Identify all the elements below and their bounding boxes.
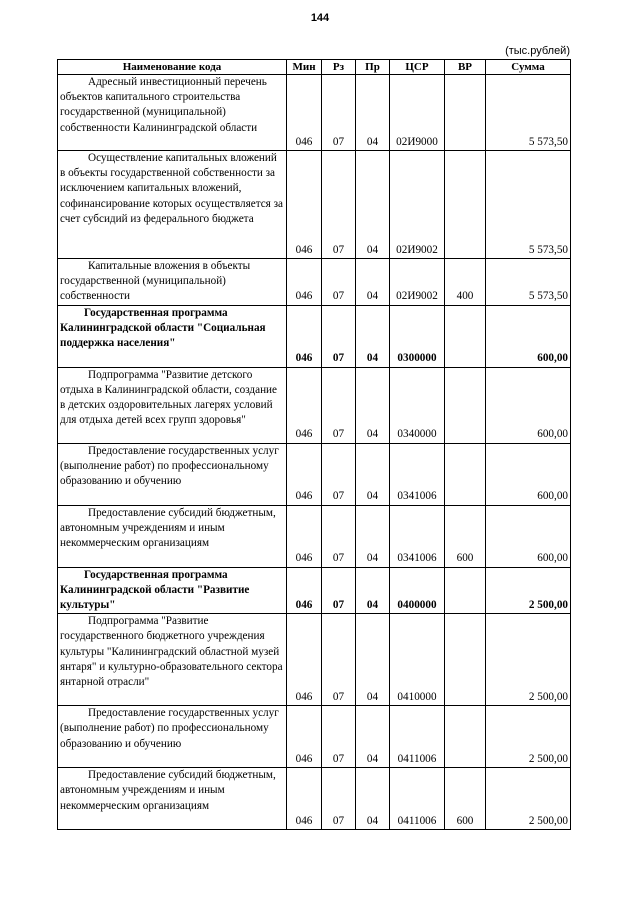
- cell-sum: 5 573,50: [486, 151, 571, 259]
- cell-pr: 04: [356, 567, 390, 614]
- cell-vr: [445, 567, 486, 614]
- cell-min: 046: [287, 706, 322, 768]
- cell-sum: 2 500,00: [486, 706, 571, 768]
- column-header-sum: Сумма: [486, 60, 571, 75]
- cell-min: 046: [287, 75, 322, 151]
- cell-rz: 07: [322, 75, 356, 151]
- cell-rz: 07: [322, 567, 356, 614]
- cell-name: Капитальные вложения в объекты государственной (муниципальной) собственности: [58, 259, 287, 306]
- cell-vr: [445, 706, 486, 768]
- column-header-name: Наименование кода: [58, 60, 287, 75]
- cell-name: Предоставление государственных услуг (выполнение работ) по профессиональному образованию и обучению: [58, 706, 287, 768]
- cell-sum: 2 500,00: [486, 567, 571, 614]
- cell-sum: 5 573,50: [486, 259, 571, 306]
- table-row: [58, 567, 571, 614]
- table-row: [58, 259, 571, 306]
- column-header-pr: Пр: [356, 60, 390, 75]
- cell-sum: 600,00: [486, 505, 571, 567]
- cell-rz: 07: [322, 305, 356, 367]
- cell-vr: 600: [445, 768, 486, 830]
- cell-csr: 0300000: [390, 305, 445, 367]
- cell-pr: 04: [356, 768, 390, 830]
- table-row: [58, 367, 571, 443]
- table-row: [58, 706, 571, 768]
- table-row: [58, 614, 571, 706]
- cell-rz: 07: [322, 768, 356, 830]
- cell-min: 046: [287, 768, 322, 830]
- cell-sum: 2 500,00: [486, 768, 571, 830]
- table-row: [58, 75, 571, 151]
- cell-min: 046: [287, 151, 322, 259]
- table-row: [58, 505, 571, 567]
- cell-min: 046: [287, 505, 322, 567]
- table-row: [58, 151, 571, 259]
- cell-pr: 04: [356, 614, 390, 706]
- cell-min: 046: [287, 567, 322, 614]
- cell-sum: 5 573,50: [486, 75, 571, 151]
- cell-vr: 600: [445, 505, 486, 567]
- cell-csr: 0400000: [390, 567, 445, 614]
- cell-pr: 04: [356, 259, 390, 306]
- cell-rz: 07: [322, 706, 356, 768]
- cell-csr: 02И9000: [390, 75, 445, 151]
- cell-csr: 0341006: [390, 443, 445, 505]
- cell-sum: 600,00: [486, 305, 571, 367]
- cell-pr: 04: [356, 75, 390, 151]
- cell-csr: 02И9002: [390, 259, 445, 306]
- cell-name: Предоставление субсидий бюджетным, автономным учреждениям и иным некоммерческим организациям: [58, 505, 287, 567]
- cell-csr: 0411006: [390, 768, 445, 830]
- cell-vr: [445, 443, 486, 505]
- cell-sum: 2 500,00: [486, 614, 571, 706]
- cell-rz: 07: [322, 151, 356, 259]
- table-row: [58, 768, 571, 830]
- cell-vr: [445, 614, 486, 706]
- page-number: 144: [310, 12, 330, 24]
- cell-csr: 0411006: [390, 706, 445, 768]
- column-header-min: Мин: [287, 60, 322, 75]
- units-label: (тыс.рублей): [505, 45, 570, 57]
- cell-min: 046: [287, 614, 322, 706]
- cell-name: Предоставление государственных услуг (выполнение работ) по профессиональному образованию и обучению: [58, 443, 287, 505]
- cell-csr: 0340000: [390, 367, 445, 443]
- cell-sum: 600,00: [486, 367, 571, 443]
- table-header-row: [58, 60, 571, 75]
- cell-pr: 04: [356, 706, 390, 768]
- cell-min: 046: [287, 259, 322, 306]
- cell-name: Государственная программа Калининградской области "Социальная поддержка населения": [58, 305, 287, 367]
- table-row: [58, 305, 571, 367]
- cell-csr: 02И9002: [390, 151, 445, 259]
- cell-name: Подпрограмма "Развитие государственного бюджетного учреждения культуры "Калининградский областной музей янтаря" и культурно-образовательного сектора янтарной отрасли": [58, 614, 287, 706]
- cell-name: Подпрограмма "Развитие детского отдыха в Калининградской области, создание в детских оздоровительных лагерях условий для отдыха детей всех групп здоровья": [58, 367, 287, 443]
- column-header-rz: Рз: [322, 60, 356, 75]
- cell-name: Государственная программа Калининградской области "Развитие культуры": [58, 567, 287, 614]
- column-header-csr: ЦСР: [390, 60, 445, 75]
- cell-min: 046: [287, 443, 322, 505]
- cell-name: Осуществление капитальных вложений в объекты государственной собственности за исключением капитальных вложений, софинансирование которых осуществляется за счет субсидий из федерального бюджета: [58, 151, 287, 259]
- cell-csr: 0410000: [390, 614, 445, 706]
- cell-name: Адресный инвестиционный перечень объектов капитального строительства государственной (муниципальной) собственности Калининградской области: [58, 75, 287, 151]
- cell-pr: 04: [356, 367, 390, 443]
- cell-vr: [445, 367, 486, 443]
- cell-rz: 07: [322, 367, 356, 443]
- cell-vr: [445, 75, 486, 151]
- cell-pr: 04: [356, 151, 390, 259]
- cell-csr: 0341006: [390, 505, 445, 567]
- cell-vr: [445, 305, 486, 367]
- cell-vr: [445, 151, 486, 259]
- cell-sum: 600,00: [486, 443, 571, 505]
- cell-vr: 400: [445, 259, 486, 306]
- cell-pr: 04: [356, 505, 390, 567]
- budget-table: [57, 59, 571, 830]
- cell-rz: 07: [322, 259, 356, 306]
- cell-rz: 07: [322, 443, 356, 505]
- column-header-vr: ВР: [445, 60, 486, 75]
- cell-pr: 04: [356, 305, 390, 367]
- table-row: [58, 443, 571, 505]
- cell-rz: 07: [322, 505, 356, 567]
- cell-min: 046: [287, 305, 322, 367]
- cell-pr: 04: [356, 443, 390, 505]
- cell-name: Предоставление субсидий бюджетным, автономным учреждениям и иным некоммерческим организациям: [58, 768, 287, 830]
- cell-min: 046: [287, 367, 322, 443]
- cell-rz: 07: [322, 614, 356, 706]
